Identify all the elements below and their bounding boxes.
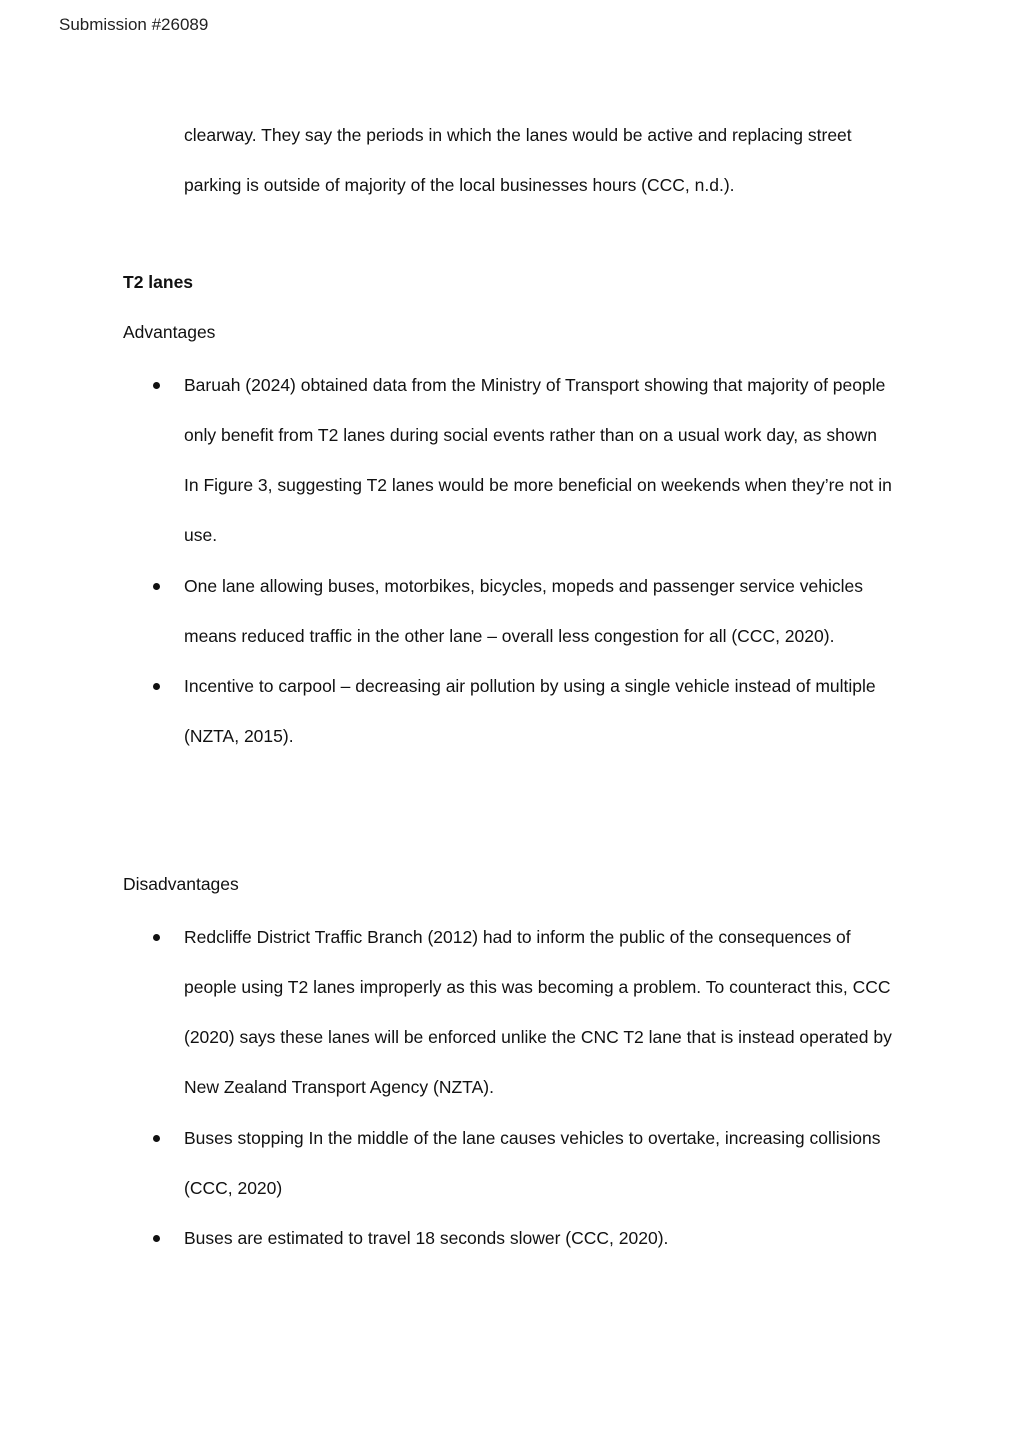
bullet-icon — [153, 583, 160, 590]
bullet-icon — [153, 1135, 160, 1142]
list-item — [150, 360, 895, 560]
section-title: T2 lanes — [123, 272, 194, 292]
continuation-paragraph: clearway. They say the periods in which the lanes would be active and replacing street parking is outside of majority of the local businesses hours (CCC, n.d.). — [184, 125, 852, 195]
bullet-icon — [153, 382, 160, 389]
list-item-text: Redcliffe District Traffic Branch (2012) had to inform the public of the consequences of people using T2 lanes improperly as this was becoming a problem. To counteract this, CCC (2020) says these lanes will be enforced unlike the CNC T2 lane that is instead operated by New Zealand Transport Agency (NZTA). — [184, 927, 892, 1097]
list-item — [150, 561, 895, 661]
bullet-icon — [153, 683, 160, 690]
bullet-icon — [153, 934, 160, 941]
list-item-text: One lane allowing buses, motorbikes, bicycles, mopeds and passenger service vehicles means reduced traffic in the other lane – overall less congestion for all (CCC, 2020). — [184, 575, 863, 646]
list-item-text: Buses are estimated to travel 18 seconds slower (CCC, 2020). — [184, 1228, 669, 1249]
list-item — [150, 1213, 895, 1263]
list-item — [150, 1113, 895, 1213]
disadvantages-list — [150, 912, 895, 1264]
list-item — [150, 661, 895, 761]
submission-header: Submission #26089 — [59, 15, 209, 34]
list-item — [150, 912, 895, 1112]
advantages-list — [150, 360, 895, 762]
disadvantages-heading: Disadvantages — [123, 874, 239, 894]
list-item-text: Baruah (2024) obtained data from the Ministry of Transport showing that majority of people only benefit from T2 lanes during social events rather than on a usual work day, as shown In Figure 3, suggesting T2 lanes would be more beneficial on weekends when they’re not in use. — [184, 375, 892, 545]
list-item-text: Incentive to carpool – decreasing air pollution by using a single vehicle instead of multiple (NZTA, 2015). — [184, 676, 876, 747]
bullet-icon — [153, 1235, 160, 1242]
list-item-text: Buses stopping In the middle of the lane causes vehicles to overtake, increasing collisions (CCC, 2020) — [184, 1127, 881, 1198]
advantages-heading: Advantages — [123, 322, 216, 342]
